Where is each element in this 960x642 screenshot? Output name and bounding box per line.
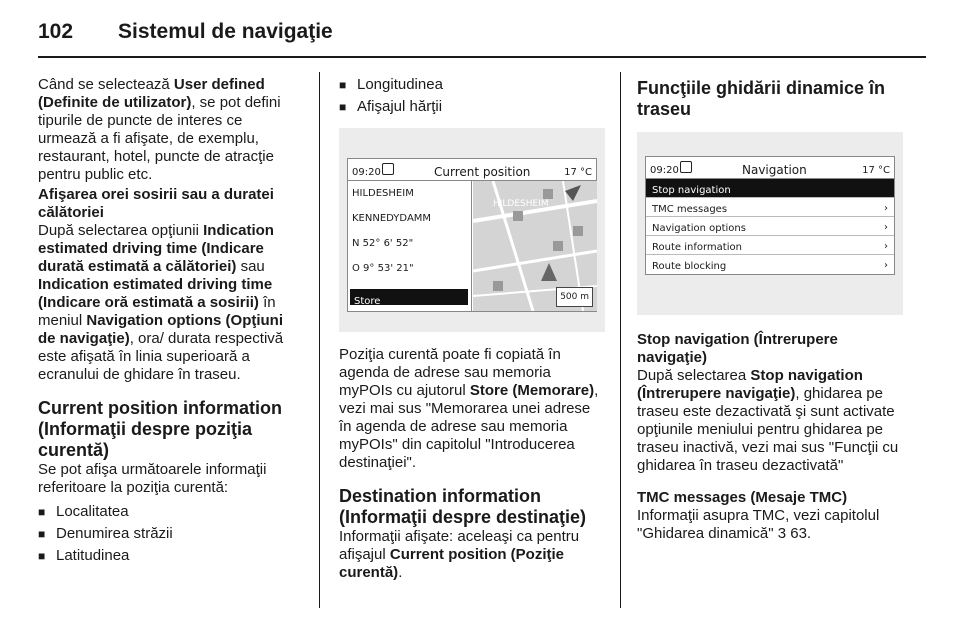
map-area xyxy=(348,181,596,311)
display-time: 09:20 xyxy=(650,165,679,176)
list-item: ■ Longitudinea xyxy=(339,76,605,94)
paragraph: Poziţia curentă poate fi copiată în agenda de adrese sau memoria myPOIs cu ajutorul Store (Memorare), vezi mai sus "Memorarea unei adrese în agenda de adrese sau memoria myPOIs" din capitolul "Introducerea destinaţiei". xyxy=(339,346,599,471)
page-header xyxy=(38,14,918,58)
subheading: Stop navigation (Întrerupere navigaţie) xyxy=(637,331,838,366)
location-info xyxy=(348,181,472,311)
chevron-right-icon: › xyxy=(884,241,888,252)
location-line: O 9° 53' 21" xyxy=(352,263,414,274)
map-city-label: HILDESHEIM xyxy=(493,199,549,209)
location-line: KENNEDYDAMM xyxy=(352,213,432,224)
bullet-list xyxy=(38,503,304,565)
list-item: ■ Denumirea străzii xyxy=(38,525,304,543)
column-3 xyxy=(637,76,903,543)
section-heading: Current position information (Informaţii despre poziţia curentă) xyxy=(38,398,282,460)
list-item: ■ Latitudinea xyxy=(38,547,304,565)
location-line: HILDESHEIM xyxy=(352,188,414,199)
map-scale: 500 m xyxy=(556,287,593,307)
column-divider xyxy=(620,72,621,608)
list-item: ■ Localitatea xyxy=(38,503,304,521)
display-status-bar xyxy=(646,157,894,179)
menu-item-route-information[interactable]: Route information › xyxy=(646,236,894,255)
paragraph: Când se selectează User defined (Definite de utilizator), se pot defini tipurile de puncte de interes ce urmează a fi afişate, de exemplu, restaurant, hotel, puncte de atracţie pentru public etc. xyxy=(38,76,281,183)
clock-icon xyxy=(680,161,692,173)
chevron-right-icon: › xyxy=(884,260,888,271)
clock-icon xyxy=(382,163,394,175)
section-heading: Destination information (Informaţii despre destinaţie) xyxy=(339,486,587,527)
menu-item-navigation-options[interactable]: Navigation options › xyxy=(646,217,894,236)
bullet-list xyxy=(339,76,605,116)
display-panel xyxy=(347,158,597,312)
paragraph: După selectarea opţiunii Indication estimated driving time (Indicare durată estimată a călătoriei) sau Indication estimated driving time (Indicare oră estimată a sosirii) în meniul Navigation options (Opţiuni de navigaţie), ora/ durata respectivă este afişată în linia superioară a ecranului de ghidare în traseu. xyxy=(38,222,284,383)
store-button[interactable]: Store xyxy=(350,289,468,305)
paragraph: Informaţii afişate: aceleaşi ca pentru afişajul Current position (Poziţie curentă). xyxy=(339,528,580,581)
list-item: ■ Afişajul hărţii xyxy=(339,98,605,116)
section-heading: Funcţiile ghidării dinamice în traseu xyxy=(637,78,886,119)
page-number: 102 xyxy=(38,20,74,43)
menu-item-route-blocking[interactable]: Route blocking › xyxy=(646,255,894,274)
location-line: N 52° 6' 52" xyxy=(352,238,414,249)
column-1 xyxy=(38,76,304,569)
subheading: Afişarea orei sosirii sau a duratei călătoriei xyxy=(38,186,274,221)
menu-item-stop-navigation[interactable]: Stop navigation xyxy=(646,179,894,198)
paragraph: După selectarea Stop navigation (Întrerupere navigaţie), ghidarea pe traseu este dezactivată şi sunt activate opţiunile meniului pentru ghidarea pe traseu inactivă, vezi mai sus "Funcţii cu ghidarea în traseu dezactivată" xyxy=(637,367,899,474)
paragraph: Se pot afişa următoarele informaţii referitoare la poziţia curentă: xyxy=(38,461,267,496)
navigation-menu xyxy=(646,179,894,274)
display-title: Current position xyxy=(434,165,531,179)
subheading: TMC messages (Mesaje TMC) xyxy=(637,489,848,506)
column-divider xyxy=(319,72,320,608)
display-status-bar xyxy=(348,159,596,181)
display-title: Navigation xyxy=(742,163,807,177)
chevron-right-icon: › xyxy=(884,222,888,233)
map-image xyxy=(473,181,597,311)
paragraph: Informaţii asupra TMC, vezi capitolul "Ghidarea dinamică" 3 63. xyxy=(637,507,880,542)
current-position-screenshot xyxy=(339,128,605,332)
navigation-menu-screenshot xyxy=(637,132,903,315)
menu-item-tmc-messages[interactable]: TMC messages › xyxy=(646,198,894,217)
chevron-right-icon: › xyxy=(884,203,888,214)
page-reference-icon: 3 xyxy=(777,525,787,542)
column-2 xyxy=(339,76,605,582)
page-title: Sistemul de navigaţie xyxy=(118,20,333,43)
display-time: 09:20 xyxy=(352,167,381,178)
header-rule xyxy=(38,56,926,58)
display-panel xyxy=(645,156,895,275)
display-temperature: 17 °C xyxy=(862,165,890,176)
display-temperature: 17 °C xyxy=(564,167,592,178)
